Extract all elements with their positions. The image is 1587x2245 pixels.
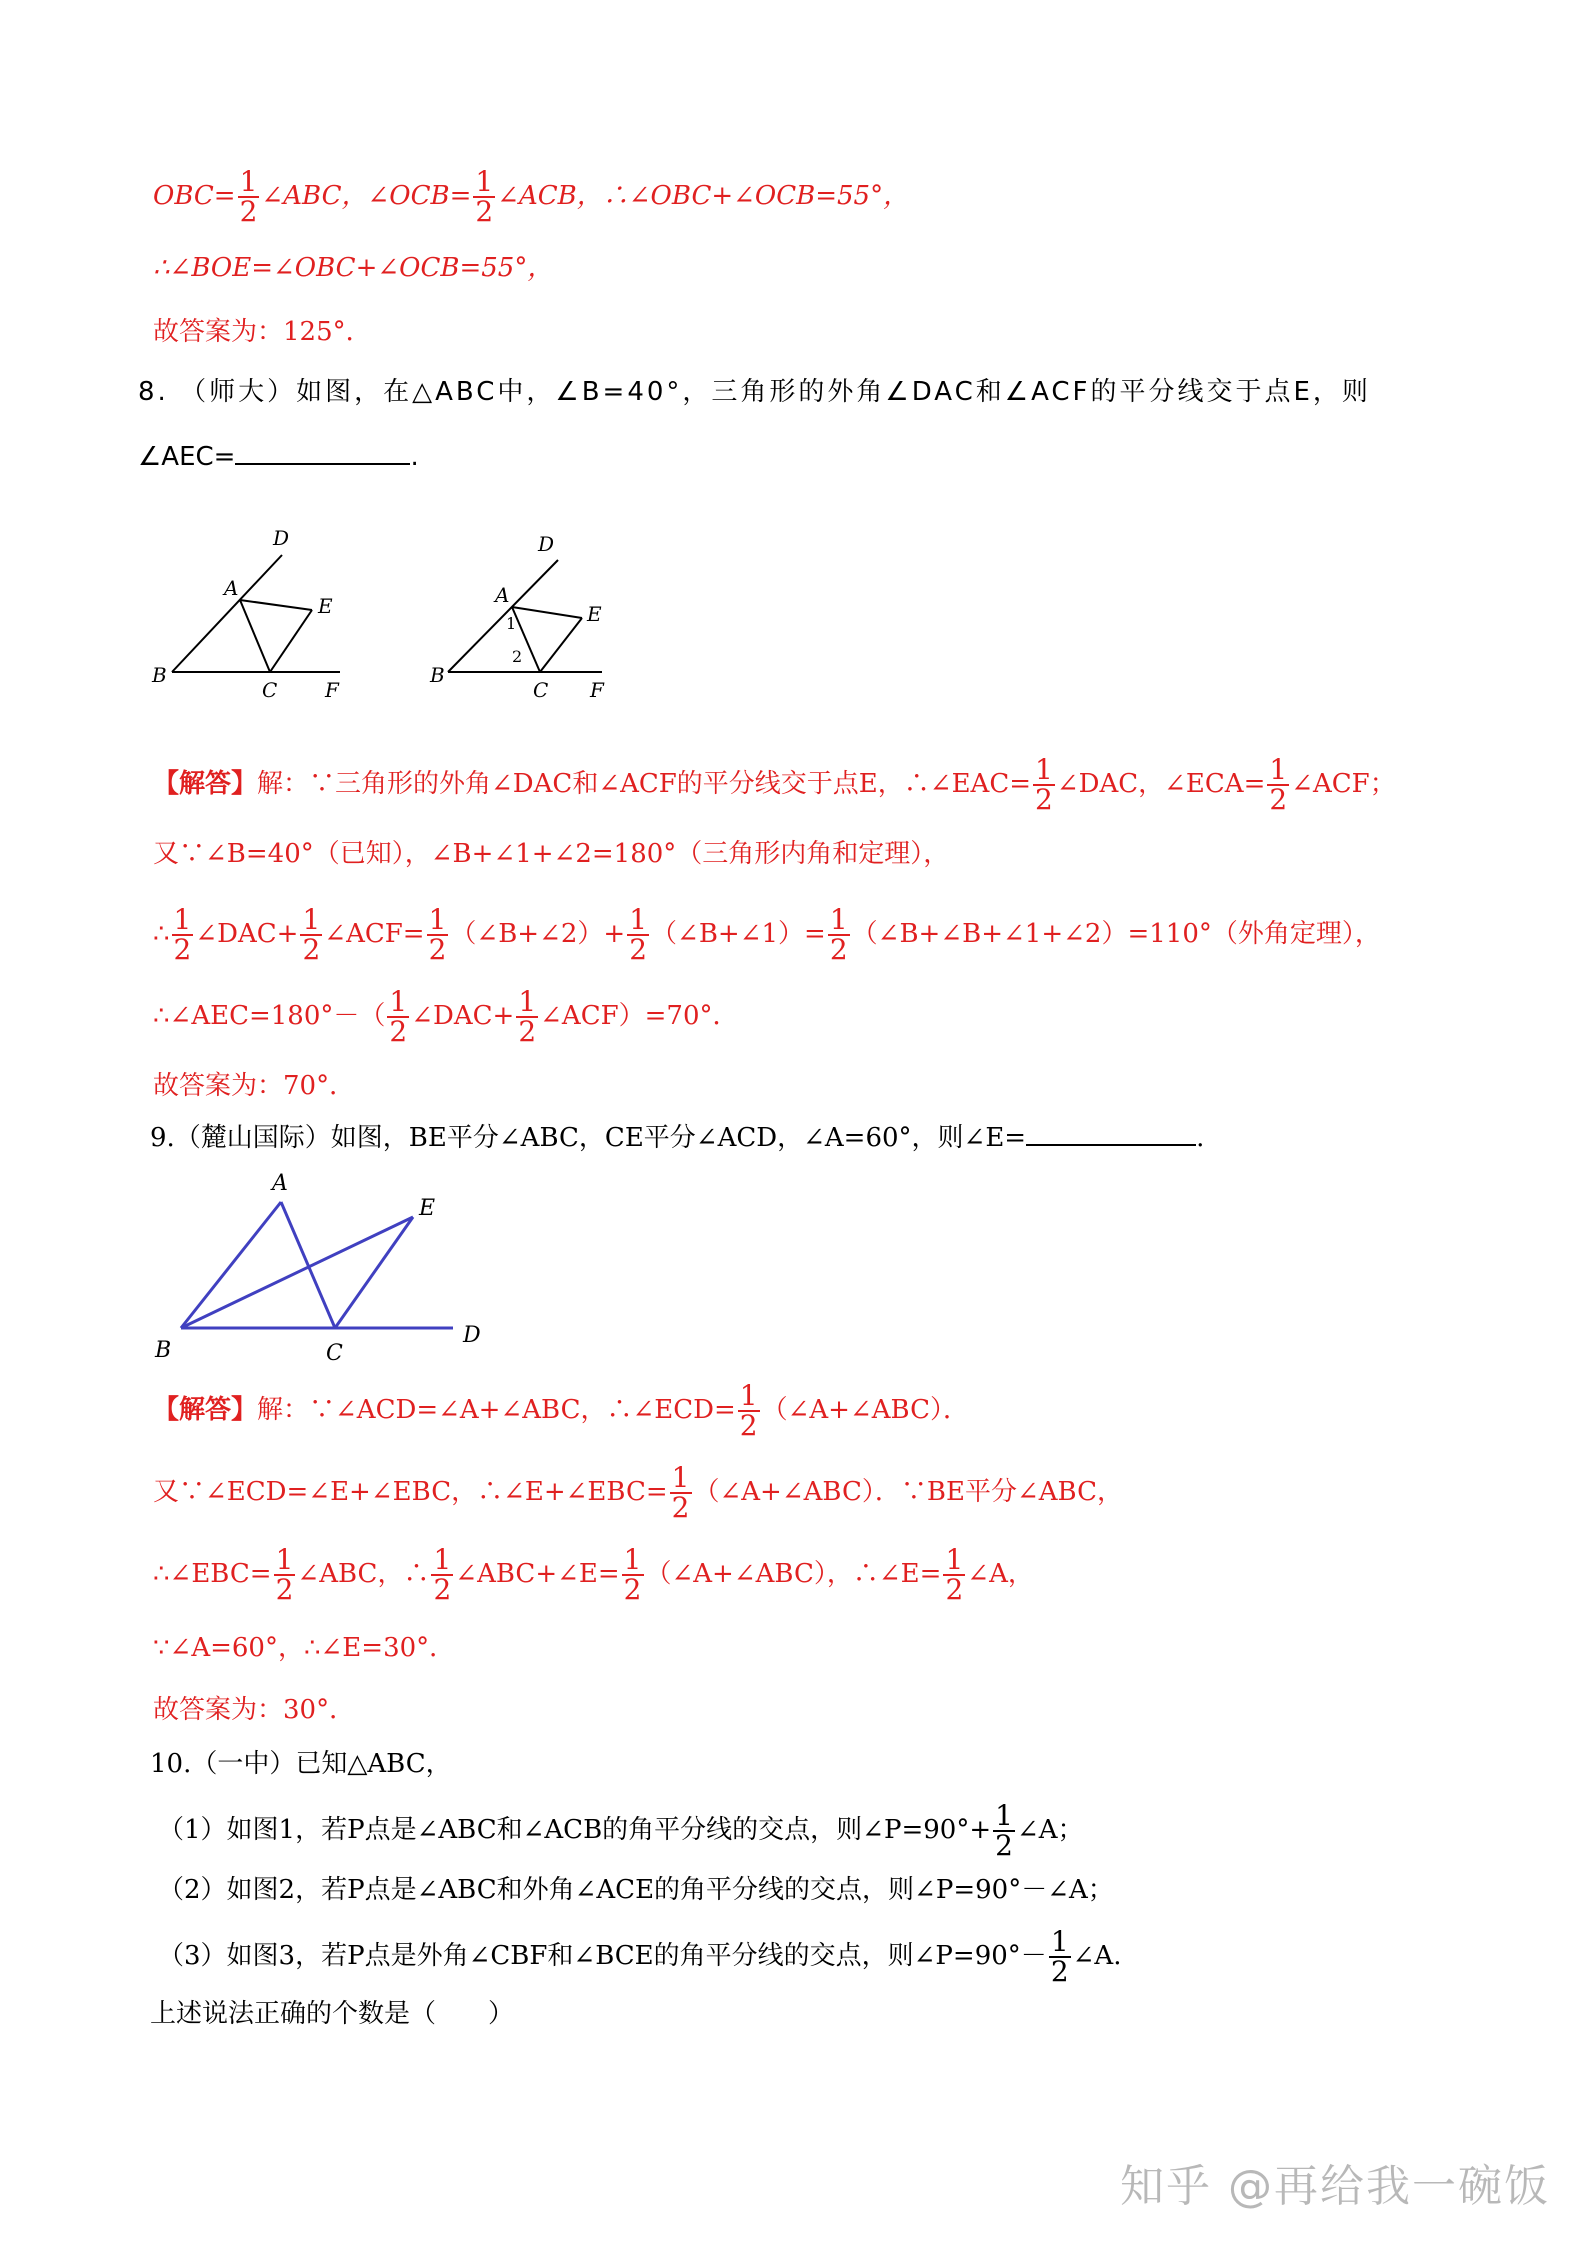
question-9: 9.（麓山国际）如图，BE平分∠ABC，CE平分∠ACD，∠A=60°，则∠E= . xyxy=(150,1118,1527,1158)
text: （∠A+∠ABC）．∵BE平分∠ABC， xyxy=(693,1477,1124,1507)
solution-9-line-1 xyxy=(153,1379,1527,1442)
figure-9 xyxy=(145,1165,505,1365)
fraction xyxy=(828,903,850,966)
text: ∠ABC，∴ xyxy=(297,1559,430,1589)
text: （∠B+∠2）+ xyxy=(450,919,626,949)
text: ∴∠BOE=∠OBC+∠OCB=55°， xyxy=(153,253,554,283)
solution-8-line-1 xyxy=(153,753,1527,816)
text: （∠A+∠ABC）． xyxy=(761,1395,970,1425)
fraction xyxy=(387,985,409,1048)
fraction-num: 1 xyxy=(1269,753,1288,786)
label-C: C xyxy=(533,678,549,702)
solution-8-line-3 xyxy=(153,903,1527,966)
fraction xyxy=(1049,1925,1071,1988)
fraction-num: 1 xyxy=(1050,1925,1069,1958)
fraction xyxy=(427,903,449,966)
fraction-den: 2 xyxy=(239,195,258,228)
solution-9-line-3 xyxy=(153,1543,1527,1606)
text: 故答案为：125°． xyxy=(153,317,372,347)
fraction-num: 1 xyxy=(629,903,648,936)
fraction-num: 1 xyxy=(739,1379,758,1412)
text: 又∵∠B=40°（已知），∠B+∠1+∠2=180°（三角形内角和定理）， xyxy=(153,839,950,869)
text: （1）如图1，若P点是∠ABC和∠ACB的角平分线的交点，则∠P=90°+ xyxy=(158,1815,992,1845)
solution-9-line-2 xyxy=(153,1461,1527,1524)
text: ∠ACF； xyxy=(1291,769,1396,799)
text: OBC= xyxy=(153,181,236,211)
figure-8 xyxy=(140,525,660,715)
fraction-den: 2 xyxy=(1050,1955,1069,1988)
label-B: B xyxy=(155,1338,172,1363)
text: （∠A+∠ABC），∴∠E= xyxy=(645,1559,942,1589)
fraction-den: 2 xyxy=(428,933,447,966)
question-8 xyxy=(138,372,1527,412)
text: 10.（一中）已知△ABC， xyxy=(150,1749,452,1779)
fraction-den: 2 xyxy=(518,1015,537,1048)
text: 解：∵∠ACD=∠A+∠ABC，∴∠ECD= xyxy=(257,1395,736,1425)
label-D: D xyxy=(273,526,290,550)
fraction-den: 2 xyxy=(1269,783,1288,816)
text: 8. （师大）如图，在△ABC中，∠B=40°，三角形的外角∠DAC和∠ACF的平分线交于点E，则 xyxy=(138,377,1371,407)
fraction-num: 1 xyxy=(945,1543,964,1576)
label-D: D xyxy=(463,1323,481,1348)
text: ∠ACF）=70°． xyxy=(540,1001,739,1031)
answer-line-8 xyxy=(153,1066,1527,1106)
question-10 xyxy=(150,1744,1527,1784)
fraction-num: 1 xyxy=(302,903,321,936)
text: ∠A， xyxy=(967,1559,1034,1589)
label-C: C xyxy=(326,1341,343,1365)
fraction-den: 2 xyxy=(671,1491,690,1524)
fraction-num: 1 xyxy=(275,1543,294,1576)
solution-label: 【解答】 xyxy=(153,1395,258,1425)
label-A: A xyxy=(272,1171,288,1196)
text: ∠DAC+ xyxy=(195,919,299,949)
fraction-num: 1 xyxy=(173,903,192,936)
text: 9.（麓山国际）如图，BE平分∠ABC，CE平分∠ACD，∠A=60°，则∠E= xyxy=(150,1123,1027,1153)
fraction xyxy=(516,985,538,1048)
fraction xyxy=(473,165,495,228)
text: ∴ xyxy=(153,919,170,949)
text: （2）如图2，若P点是∠ABC和外角∠ACE的角平分线的交点，则∠P=90°－∠A； xyxy=(158,1875,1114,1905)
text: 解：∵三角形的外角∠DAC和∠ACF的平分线交于点E，∴∠EAC= xyxy=(257,769,1032,799)
text: ∠ACF= xyxy=(324,919,425,949)
fraction xyxy=(300,903,322,966)
question-10-prompt xyxy=(150,1994,1527,2034)
text: ∠ABC+∠E= xyxy=(455,1559,620,1589)
text: 又∵∠ECD=∠E+∠EBC，∴∠E+∠EBC= xyxy=(153,1477,668,1507)
fraction-den: 2 xyxy=(1035,783,1053,816)
fraction-num: 1 xyxy=(995,1799,1013,1832)
fraction-den: 2 xyxy=(623,1573,642,1606)
text: ∠A. xyxy=(1072,1941,1122,1971)
fraction-den: 2 xyxy=(945,1573,964,1606)
fraction-num: 1 xyxy=(623,1543,642,1576)
fraction-den: 2 xyxy=(389,1015,408,1048)
question-8-blank-line: ∠AEC= . xyxy=(138,437,1527,477)
fraction xyxy=(670,1461,692,1524)
text: ∴∠AEC=180°－（ xyxy=(153,1001,386,1031)
question-10-item-1 xyxy=(158,1799,1527,1862)
fraction xyxy=(622,1543,644,1606)
question-10-item-2 xyxy=(158,1870,1527,1910)
label-1: 1 xyxy=(506,614,517,633)
fraction xyxy=(1267,753,1289,816)
text: （3）如图3，若P点是外角∠CBF和∠BCE的角平分线的交点，则∠P=90°－ xyxy=(158,1941,1047,1971)
text: ∠ACB，∴∠OBC+∠OCB=55°， xyxy=(497,181,910,211)
text: ∠DAC，∠ECA= xyxy=(1056,769,1266,799)
text: （∠B+∠B+∠1+∠2）=110°（外角定理）， xyxy=(851,919,1381,949)
text: 故答案为：70°． xyxy=(153,1071,356,1101)
solution-8-line-2 xyxy=(153,834,1527,874)
label-E: E xyxy=(419,1196,436,1221)
label-E: E xyxy=(587,602,602,626)
fraction-num: 1 xyxy=(475,165,494,198)
solution-label: 【解答】 xyxy=(153,769,258,799)
answer-blank xyxy=(235,439,410,465)
label-B: B xyxy=(152,663,167,687)
fraction xyxy=(993,1799,1015,1862)
fraction xyxy=(627,903,649,966)
text: ∠ABC，∠OCB= xyxy=(261,181,472,211)
fraction-den: 2 xyxy=(173,933,192,966)
label-E: E xyxy=(318,594,333,618)
solution-9-line-4 xyxy=(153,1628,1527,1668)
label-B: B xyxy=(430,663,445,687)
text: ∠AEC= xyxy=(138,442,236,472)
fraction-num: 1 xyxy=(1035,753,1053,786)
label-F: F xyxy=(325,678,339,702)
label-F: F xyxy=(590,678,604,702)
fraction-den: 2 xyxy=(829,933,848,966)
fraction-den: 2 xyxy=(739,1409,758,1442)
fraction-den: 2 xyxy=(433,1573,452,1606)
fraction-num: 1 xyxy=(518,985,537,1018)
answer-blank xyxy=(1026,1120,1196,1146)
fraction xyxy=(172,903,194,966)
text: （∠B+∠1）= xyxy=(651,919,826,949)
text: ∵∠A=60°，∴∠E=30°． xyxy=(153,1633,456,1663)
fraction-num: 1 xyxy=(829,903,848,936)
label-A: A xyxy=(224,576,239,600)
answer-line-7 xyxy=(153,312,1527,352)
fraction-den: 2 xyxy=(275,1573,294,1606)
fraction-den: 2 xyxy=(302,933,321,966)
fraction-num: 1 xyxy=(671,1461,690,1494)
text: ∠DAC+ xyxy=(411,1001,515,1031)
answer-line-9 xyxy=(153,1690,1527,1730)
fraction xyxy=(431,1543,453,1606)
fraction-num: 1 xyxy=(428,903,447,936)
solution-8-line-4 xyxy=(153,985,1527,1048)
solution-line-2 xyxy=(153,248,1527,288)
watermark: 知乎 @再给我一碗饭 xyxy=(1120,2161,1550,2212)
solution-line-1 xyxy=(153,165,1527,228)
fraction xyxy=(738,1379,760,1442)
label-C: C xyxy=(262,678,278,702)
question-10-item-3 xyxy=(158,1925,1527,1988)
text: ∴∠EBC= xyxy=(153,1559,272,1589)
label-D: D xyxy=(538,532,555,556)
fraction-num: 1 xyxy=(239,165,258,198)
fraction xyxy=(943,1543,965,1606)
fraction xyxy=(274,1543,296,1606)
fraction xyxy=(238,165,260,228)
fraction-den: 2 xyxy=(475,195,494,228)
text: ∠A； xyxy=(1016,1815,1084,1845)
fraction xyxy=(1033,753,1055,816)
fraction-num: 1 xyxy=(433,1543,452,1576)
fraction-den: 2 xyxy=(629,933,648,966)
fraction-den: 2 xyxy=(995,1829,1013,1862)
label-A: A xyxy=(495,583,510,607)
label-2: 2 xyxy=(512,647,523,666)
fraction-num: 1 xyxy=(389,985,408,1018)
text: 上述说法正确的个数是（ ） xyxy=(150,1999,515,2029)
text: 故答案为：30°． xyxy=(153,1695,356,1725)
